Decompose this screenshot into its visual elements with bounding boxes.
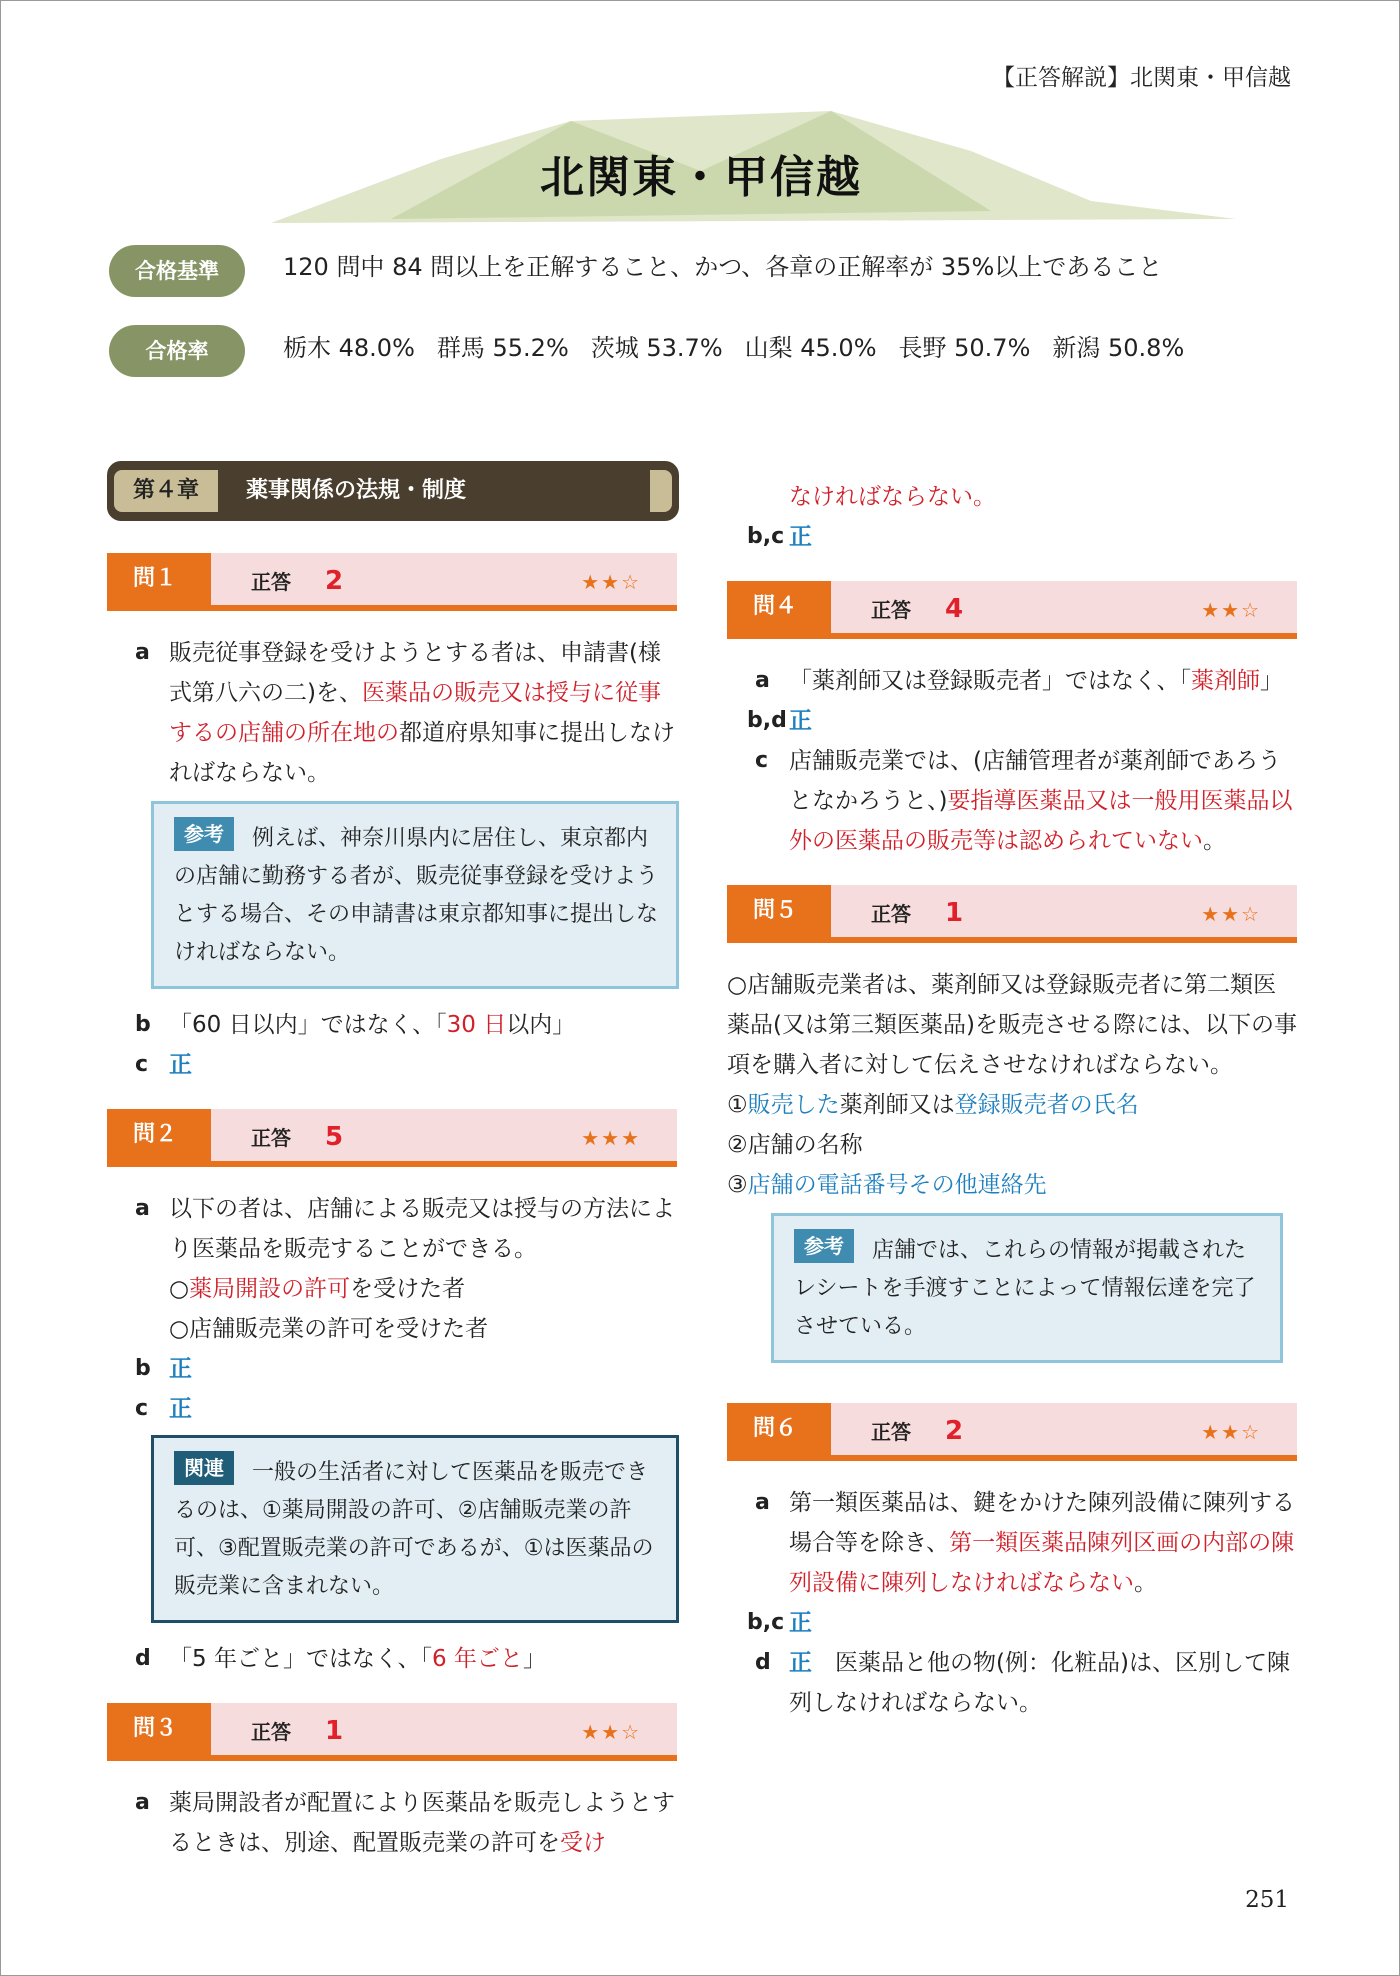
item-text: 医薬品と他の物(例：化粧品)は、区別して陳列しなければならない。 (789, 1650, 1290, 1716)
criteria-text: 120 問中 84 問以上を正解すること、かつ、各章の正解率が 35%以上であること (283, 253, 1163, 281)
item-text: 」 (1260, 668, 1284, 694)
difficulty-stars: ★★☆ (1201, 902, 1261, 926)
pass-rate-item: 長野 50.7% (898, 334, 1031, 362)
item-text: 「60 日以内」ではなく、「 (169, 1012, 447, 1038)
page-number: 251 (1245, 1887, 1289, 1913)
item-text: 販売従事登録を受けようとする者は、申請書(様式第八六の二)を、 (169, 640, 661, 706)
answer-label: 正答 (251, 570, 291, 594)
pass-rate-list (283, 333, 1206, 363)
question-number: 問４ (727, 581, 831, 633)
criteria-badge: 合格基準 (109, 245, 245, 297)
item-label: d (135, 1646, 151, 1671)
answer-item (107, 633, 677, 793)
item-highlight: 薬局開設の許可 (189, 1276, 351, 1302)
item-label: a (755, 1490, 770, 1515)
answer-label: 正答 (251, 1720, 291, 1744)
item-text: 第一類医薬品は、鍵をかけた陳列設備に陳列する場合等を除き、 (789, 1490, 1295, 1556)
answer-label: 正答 (251, 1126, 291, 1150)
item-label: b,c (747, 524, 785, 549)
correct-mark: 正 (169, 1356, 192, 1382)
answer-value: 2 (945, 1416, 964, 1446)
answer-value: 5 (325, 1122, 344, 1152)
item-highlight: 6 年ごと (431, 1646, 523, 1672)
answer-item (107, 1189, 677, 1349)
answer-label: 正答 (871, 902, 911, 926)
pass-rate-item: 栃木 48.0% (283, 334, 415, 362)
item-highlight-blue: 店舗の電話番号その他連絡先 (747, 1172, 1047, 1198)
correct-mark: 正 (789, 524, 812, 550)
item-label: a (135, 640, 150, 665)
sub-line: ○店舗販売業の許可を受けた者 (169, 1316, 489, 1342)
question-bar-q1 (107, 553, 677, 611)
note-box (151, 801, 679, 989)
chapter-number: 第４章 (114, 470, 218, 512)
answer-item (727, 1603, 1297, 1643)
correct-mark: 正 (789, 708, 812, 734)
answer-item (107, 1005, 677, 1045)
note-box (771, 1213, 1283, 1363)
answer-label: 正答 (871, 1420, 911, 1444)
item-text: 」 (522, 1646, 546, 1672)
question-bar-q4 (727, 581, 1297, 639)
item-text: 店舗販売業では、(店舗管理者が薬剤師であろうとなかろうと、) (789, 748, 1281, 814)
correct-mark: 正 (789, 1650, 812, 1676)
item-label: c (135, 1396, 149, 1421)
answer-value: 4 (945, 594, 964, 624)
question-number: 問１ (107, 553, 211, 605)
item-text: ○店舗販売業者は、薬剤師又は登録販売者に第二類医薬品(又は第三類医薬品)を販売させる際には、以下の事項を購入者に対して伝えさせなければならない。 (727, 972, 1297, 1078)
left-column (107, 461, 677, 1863)
right-column (727, 477, 1297, 1723)
answer-item (107, 1349, 677, 1389)
question-bar-q6 (727, 1403, 1297, 1461)
note-tag: 参考 (794, 1229, 854, 1263)
item-label: b,c (747, 1610, 785, 1635)
answer-value: 2 (325, 566, 344, 596)
answer-label: 正答 (871, 598, 911, 622)
answer-item (727, 517, 1297, 557)
pass-rate-badge: 合格率 (109, 325, 245, 377)
answer-item (107, 1783, 677, 1863)
answer-item (727, 661, 1297, 701)
chapter-name: 薬事関係の法規・制度 (246, 478, 467, 503)
item-highlight-blue: 登録販売者の氏名 (954, 1092, 1139, 1118)
item-label: c (135, 1052, 149, 1077)
difficulty-stars: ★★☆ (581, 1720, 641, 1744)
pass-rate-item: 山梨 45.0% (744, 334, 877, 362)
answer-item (727, 701, 1297, 741)
item-text: 都道府県知事に提出しなければならない。 (169, 720, 675, 786)
question-bar-q2 (107, 1109, 677, 1167)
difficulty-stars: ★★★ (581, 1126, 641, 1150)
item-highlight: 受け (560, 1830, 606, 1856)
question-number: 問５ (727, 885, 831, 937)
question-bar-q3 (107, 1703, 677, 1761)
item-highlight: 薬剤師 (1191, 668, 1261, 694)
correct-mark: 正 (169, 1052, 192, 1078)
item-label: d (755, 1650, 771, 1675)
item-text: 以下の者は、店舗による販売又は授与の方法により医薬品を販売することができる。 (169, 1196, 675, 1262)
correct-mark: 正 (789, 1610, 812, 1636)
item-text: 「5 年ごと」ではなく、「 (169, 1646, 432, 1672)
correct-mark: 正 (169, 1396, 192, 1422)
difficulty-stars: ★★☆ (1201, 598, 1261, 622)
answer-value: 1 (325, 1716, 344, 1746)
answer-item: c 店舗販売業では、(店舗管理者が薬剤師であろうとなかろうと、)要指導医薬品又は一般用医薬品以外の医薬品の販売等は認められていない。 (727, 741, 1297, 861)
pass-rate-item: 茨城 53.7% (590, 334, 723, 362)
item-text: 「薬剤師又は登録販売者」ではなく、「 (789, 668, 1192, 694)
note-text: 例えば、神奈川県内に居住し、東京都内の店舗に勤務する者が、販売従事登録を受けようとする場合、その申請書は東京都知事に提出しなければならない。 (174, 826, 659, 965)
question-bar-q5 (727, 885, 1297, 943)
note-tag: 参考 (174, 817, 234, 851)
note-text: 一般の生活者に対して医薬品を販売できるのは、①薬局開設の許可、②店舗販売業の許可、③配置販売業の許可であるが、①は医薬品の販売業に含まれない。 (174, 1460, 654, 1599)
item-highlight-blue: 販売した (747, 1092, 840, 1118)
answer-value: 1 (945, 898, 964, 928)
item-label: a (135, 1790, 150, 1815)
question-number: 問６ (727, 1403, 831, 1455)
item-label: a (135, 1196, 150, 1221)
related-box (151, 1435, 679, 1623)
list-line: ①販売した薬剤師又は登録販売者の氏名 (727, 1092, 1139, 1118)
note-text: 店舗では、これらの情報が掲載されたレシートを手渡すことによって情報伝達を完了させている。 (794, 1238, 1256, 1339)
answer-item (107, 1045, 677, 1085)
answer-item (107, 1639, 677, 1679)
question-number: 問３ (107, 1703, 211, 1755)
answer-item (107, 1389, 677, 1429)
item-text: 以内」 (506, 1012, 576, 1038)
difficulty-stars: ★★☆ (1201, 1420, 1261, 1444)
list-line: ②店舗の名称 (727, 1132, 863, 1158)
item-highlight: 第一類医薬品陳列区画の内部の陳列設備に陳列しなければならない (789, 1530, 1295, 1596)
answer-item-continued (727, 477, 1297, 517)
pass-rate-item: 新潟 50.8% (1052, 334, 1185, 362)
item-highlight: 要指導医薬品又は一般用医薬品以外の医薬品の販売等は認められていない (789, 788, 1293, 854)
answer-item (727, 1643, 1297, 1723)
sub-line: ○薬局開設の許可を受けた者 (169, 1276, 466, 1302)
item-text: 薬局開設者が配置により医薬品を販売しようとするときは、別途、配置販売業の許可を (169, 1790, 675, 1856)
page-title: 北関東・甲信越 (540, 152, 862, 203)
answer-item (703, 965, 1297, 1205)
pass-rate-item: 群馬 55.2% (436, 334, 569, 362)
item-label: b (135, 1012, 151, 1037)
list-line: ③店舗の電話番号その他連絡先 (727, 1172, 1047, 1198)
difficulty-stars: ★★☆ (581, 570, 641, 594)
item-highlight: 30 日 (446, 1012, 507, 1038)
note-tag: 関連 (174, 1451, 234, 1485)
running-header: 【正答解説】北関東・甲信越 (992, 65, 1291, 91)
item-highlight: なければならない。 (789, 484, 996, 510)
item-label: a (755, 668, 770, 693)
item-label: c (755, 748, 769, 773)
item-label: b,d (747, 708, 787, 733)
answer-item: a 第一類医薬品は、鍵をかけた陳列設備に陳列する場合等を除き、第一類医薬品陳列区画の内部の陳列設備に陳列しなければならない。 (727, 1483, 1297, 1603)
item-label: b (135, 1356, 151, 1381)
item-highlight: 医薬品の販売又は授与に従事するの店舗の所在地の (169, 680, 661, 746)
question-number: 問２ (107, 1109, 211, 1161)
chapter-header (107, 461, 677, 521)
